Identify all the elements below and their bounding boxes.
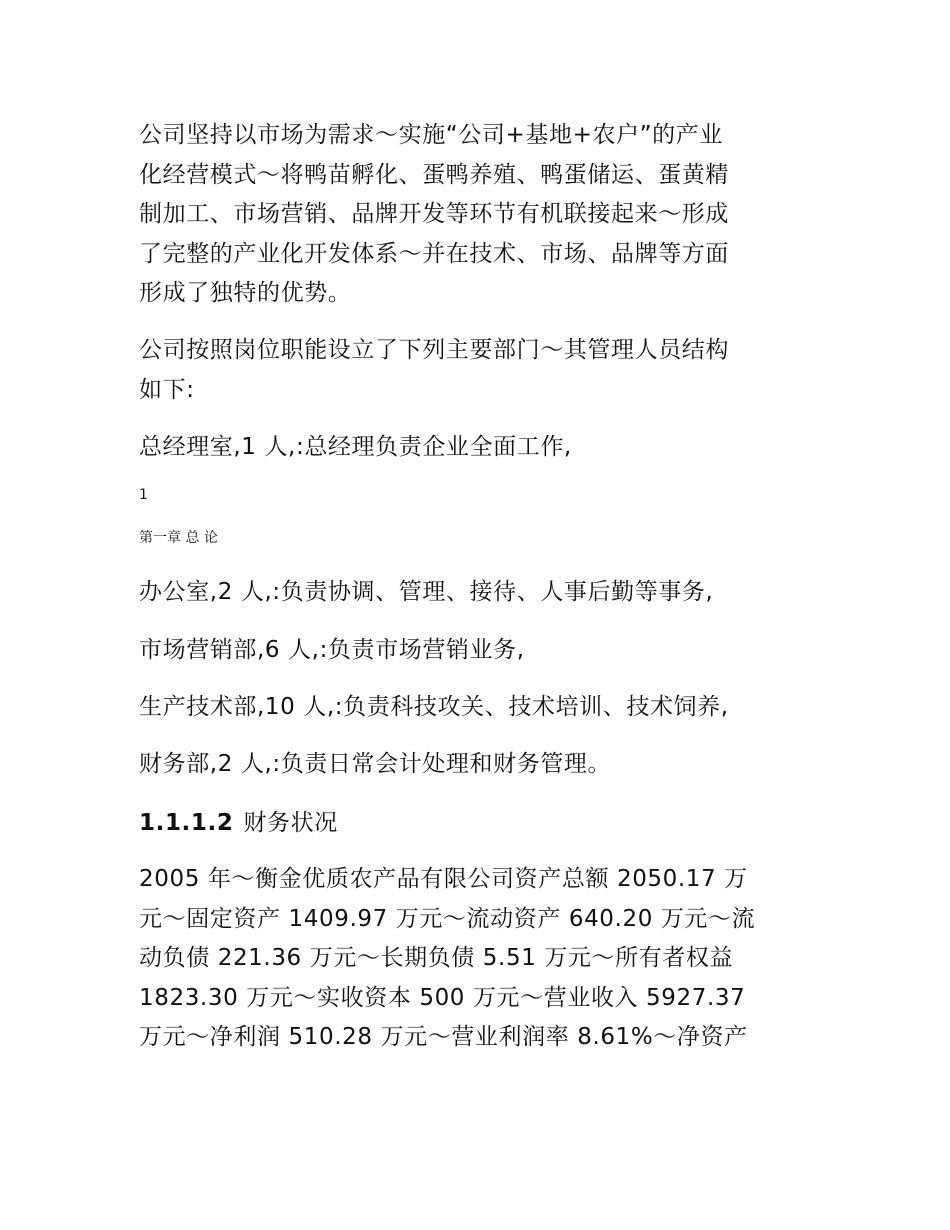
finance-text: 财务部,2 人,:负责日常会计处理和财务管理。 (139, 751, 612, 777)
financial-line-2: 元～固定资产 1409.97 万元～流动资产 640.20 万元～流 (139, 905, 756, 932)
page-number: 1 (139, 487, 148, 503)
marketing-paragraph (139, 631, 819, 671)
section-title: 财务状况 (243, 810, 338, 836)
structure-line-2: 如下: (139, 376, 195, 403)
production-paragraph (139, 688, 819, 728)
financial-paragraph (139, 860, 819, 1058)
intro-line-4: 了完整的产业化开发体系～并在技术、市场、品牌等方面 (139, 240, 729, 267)
intro-line-1: 公司坚持以市场为需求～实施“公司+基地+农户”的产业 (139, 122, 723, 148)
office-text: 办公室,2 人,:负责协调、管理、接待、人事后勤等事务, (139, 579, 714, 605)
structure-line-1: 公司按照岗位职能设立了下列主要部门～其管理人员结构 (139, 337, 729, 363)
marketing-text: 市场营销部,6 人,:负责市场营销业务, (139, 637, 525, 663)
intro-line-3: 制加工、市场营销、品牌开发等环节有机联接起来～形成 (139, 201, 729, 227)
financial-line-4: 1823.30 万元～实收资本 500 万元～营业收入 5927.37 (139, 984, 746, 1011)
financial-line-3: 动负债 221.36 万元～长期负债 5.51 万元～所有者权益 (139, 945, 734, 971)
office-paragraph (139, 573, 819, 613)
financial-line-1: 2005 年～衡金优质农产品有限公司资产总额 2050.17 万 (139, 866, 748, 892)
gm-office-text: 总经理室,1 人,:总经理负责企业全面工作, (139, 434, 572, 460)
intro-line-2: 化经营模式～将鸭苗孵化、蛋鸭养殖、鸭蛋储运、蛋黄精 (139, 161, 729, 188)
gm-office-paragraph (139, 428, 819, 468)
structure-paragraph (139, 331, 819, 410)
running-header: 第一章 总 论 (139, 530, 218, 546)
finance-paragraph (139, 745, 819, 785)
section-number: 1.1.1.2 (139, 810, 234, 836)
intro-paragraph (139, 116, 819, 314)
financial-line-5: 万元～净利润 510.28 万元～营业利润率 8.61%～净资产 (139, 1024, 748, 1050)
production-text: 生产技术部,10 人,:负责科技攻关、技术培训、技术饲养, (139, 694, 729, 720)
intro-line-5: 形成了独特的优势。 (139, 280, 352, 306)
section-heading (139, 808, 338, 838)
